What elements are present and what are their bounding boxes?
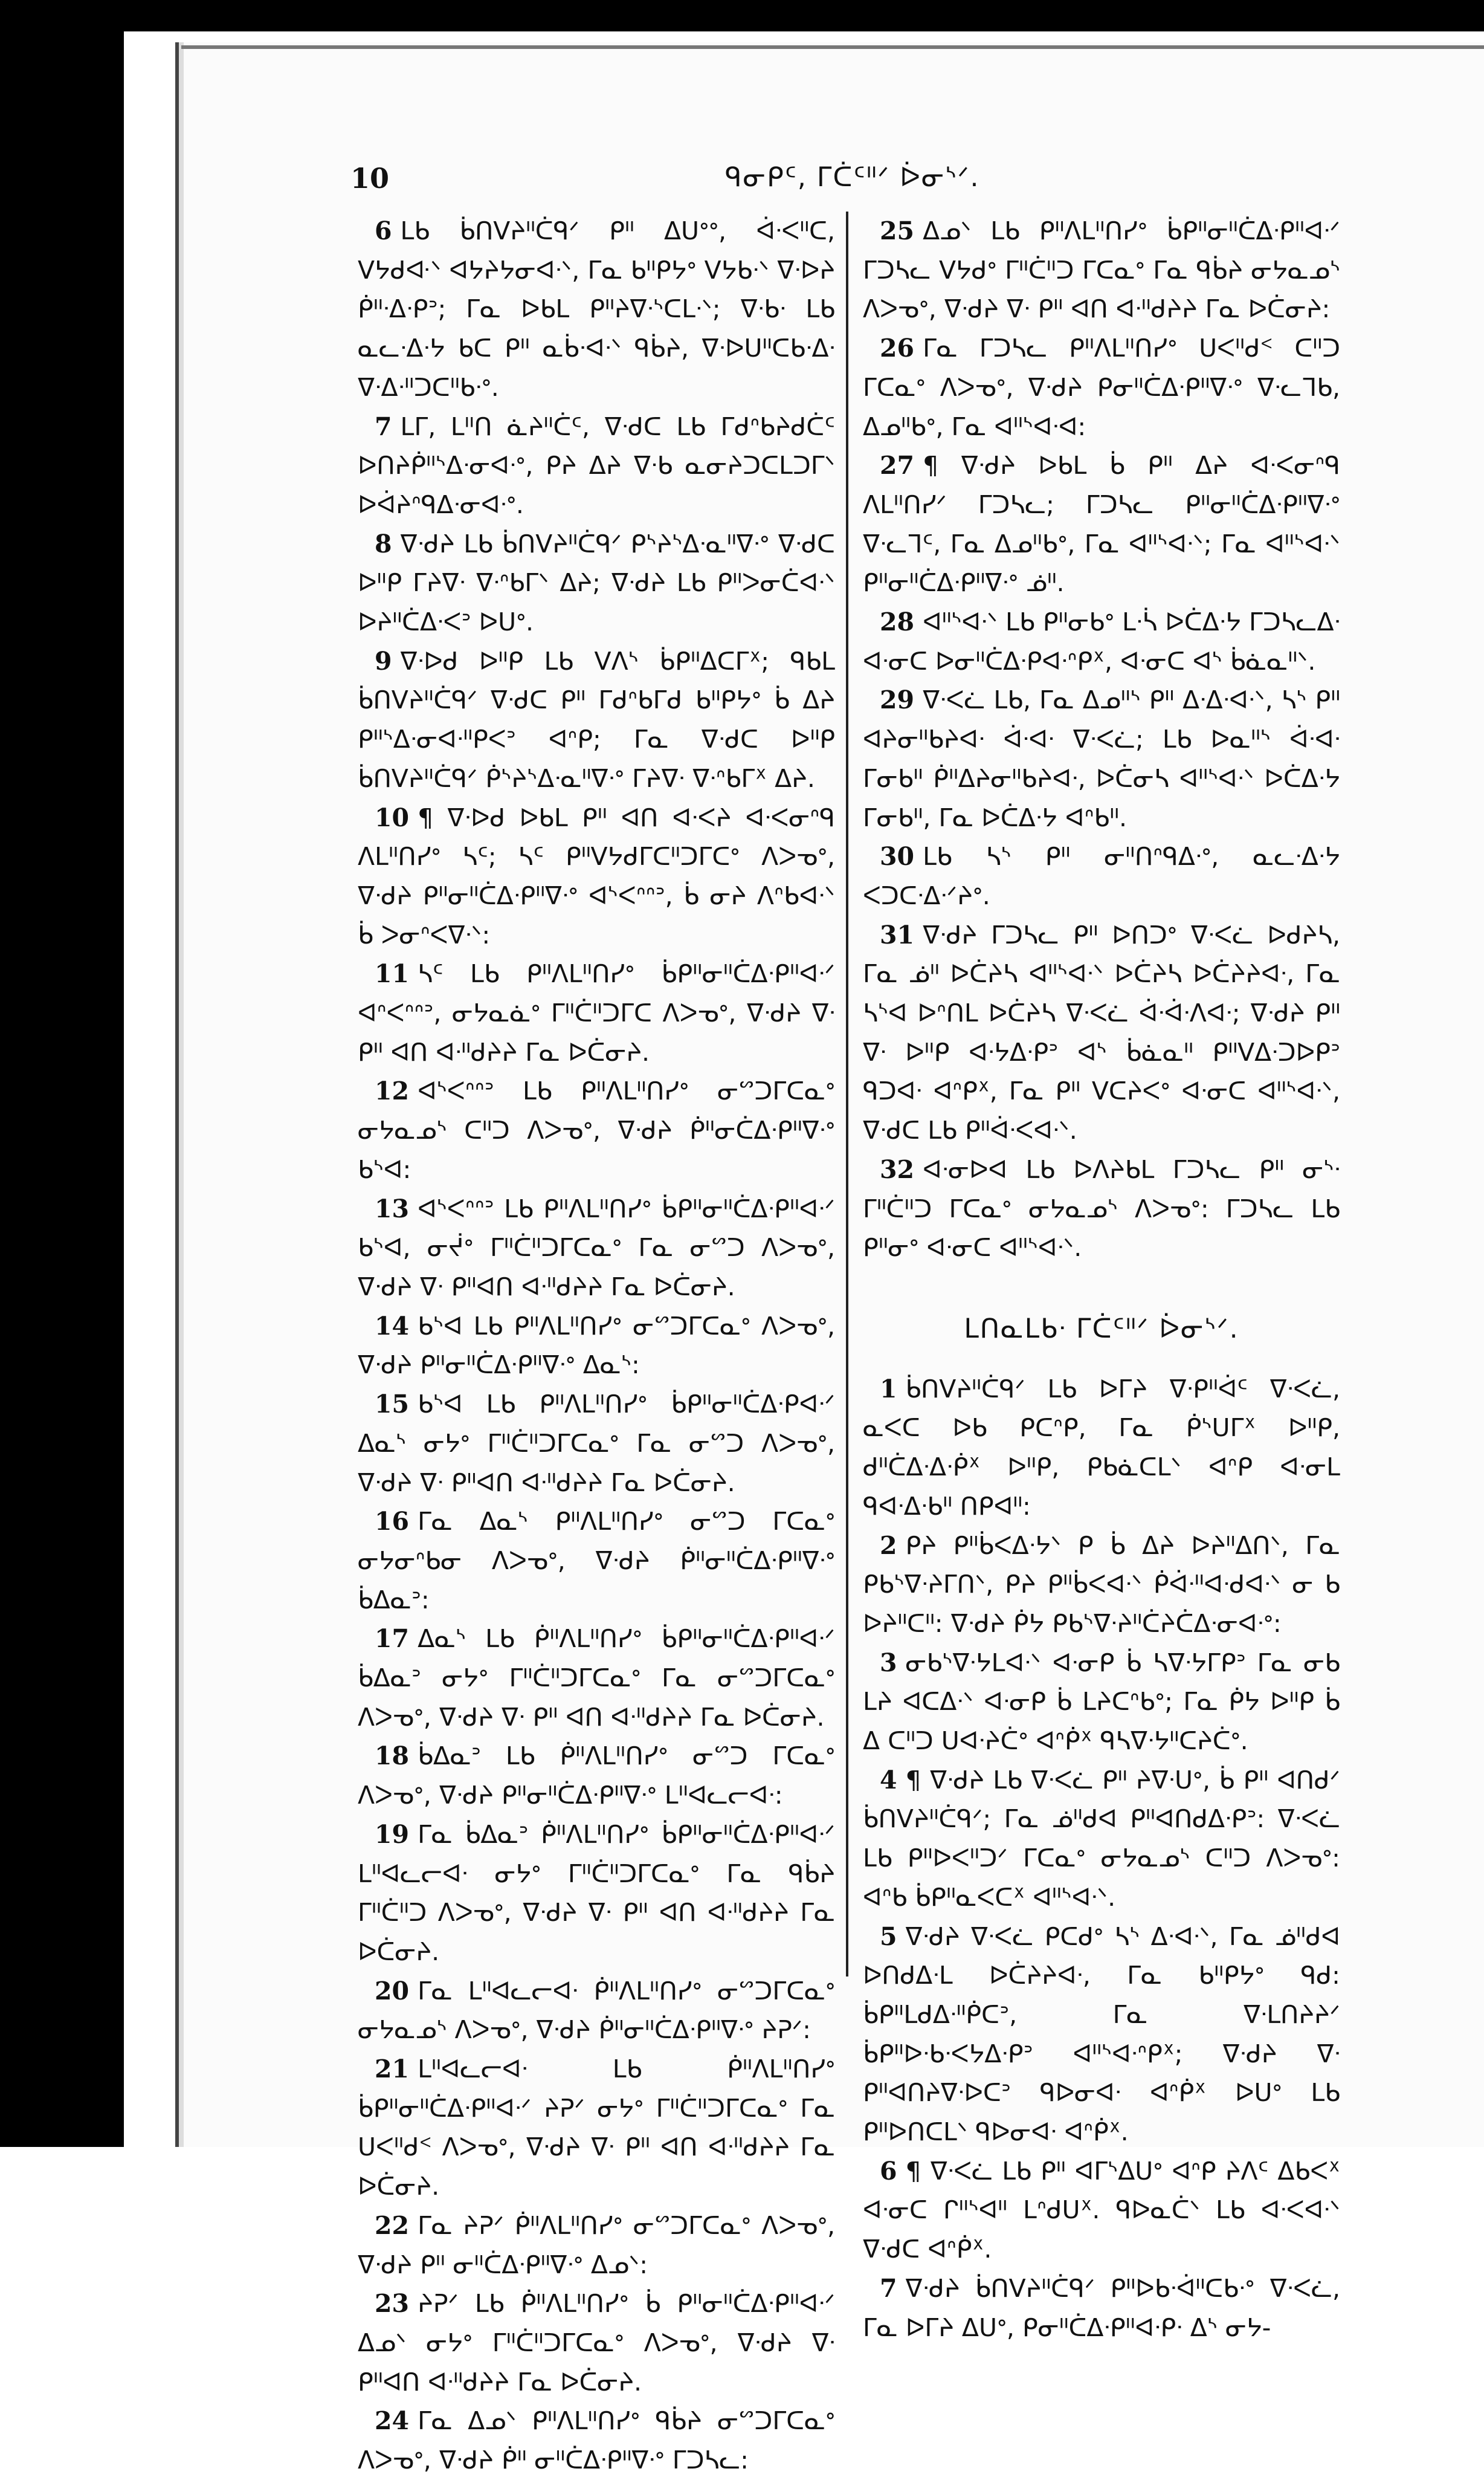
verse [358,1072,835,1189]
verse-number: 23 [375,2289,410,2319]
page-number: 10 [350,162,390,195]
verse-text: ᒪᒥ, ᒪᐦᑎ ᓈᔨᐦᑖᑦ, ᐁᐧᑯᑕ ᒪᑲ ᒥᑯᐢᑲᔨᑯᑖᑦ ᐅᑎᔨᑮᐦᔅᐃᐧᓂᐊᐧᐤ, ᑭᔨ ᐃᔨ ᐁᐧᑲ ᓇᓂᔨᑐᑕᒪᑐᒥᐠ ᐅᐋᔨᐢᑫᐃᐧᓂᐊᐧᐤ. [358,412,835,519]
verse-number: 15 [375,1390,410,1419]
verse [863,1917,1340,2152]
verse-number: 27 [880,451,915,481]
page-top-edge [181,45,1484,49]
verse [863,212,1340,329]
verse [358,525,835,642]
verse-number: 7 [880,2273,897,2303]
verse-text: ᓂᑲᔅᐁᐧᔭᒪᐊᐧᐠ ᐊᐧᓂᑭ ᑳ ᓴᐁᐧᔭᒥᑭᐣ ᒥᓇ ᓂᑲ ᒪᔨ ᐊᑕᐃᐧᐠ ᐊᐧᓂᑭ ᑳ ᒪᔨᑕᐢᑲᐤ; ᒥᓇ ᑮᔭ ᐅᐦᑭ ᑳ ᐃ ᑕᐦᑐ ᑌᐊᐧᔨᑖᐤ ᐊᐢᑮᕽ ᑫᓴᐁᐧᔭᐦᑕᔨᑖᐤ. [863,1648,1340,1756]
right-column-verses [863,212,1340,1268]
verse-text: ᒥᓇ ᐃᓄᐠ ᑭᐦᐱᒪᐦᑎᓯᐤ ᑫᑳᔨ ᓂᔥᑐᒥᑕᓇᐤ ᐱᐳᓀᐤ, ᐁᐧᑯᔨ ᑮᐦ ᓂᐦᑖᐃᐧᑭᐦᐁᐧᐤ ᒥᑐᓴᓚ: [358,2406,835,2475]
verse-number: 9 [375,646,392,676]
verse [358,2401,835,2479]
verse [358,407,835,525]
verse-text: ᐁᐧᐸᓛ ᒪᑲ, ᒥᓇ ᐃᓄᐦᔅ ᑭᐦ ᐃᐧᐃᐧᐊᐧᐠ, ᓴᔅ ᑭᐦ ᐊᔨᓂᐦᑲᔨᐊᐧ ᐋᐧᐊᐧ ᐁᐧᐸᓛ; ᒪᑲ ᐅᓇᐦᔅ ᐋᐧᐊᐧ ᒥᓂᑲᐦ ᑮᐦᐃᔨᓂᐦᑲᔨᐊᐧ, ᐅᑖᓂᓴ ᐊᐦᔅᐊᐧᐠ ᐅᑖᐃᐧᔭ ᒥᓂᑲᐦ, ᒥᓇ ᐅᑖᐃᐧᔭ ᐊᐢᑲᐦ. [863,685,1340,832]
verse-number: 10 [375,803,410,832]
verse-number: 19 [375,1819,410,1849]
verse-number: 14 [375,1311,410,1341]
verse [358,1385,835,1502]
verse [358,1190,835,1307]
verse [863,1150,1340,1268]
verse [358,1737,835,1815]
verse-number: 3 [880,1648,897,1677]
verse-text: ᐊᐧᓂᐅᐊ ᒪᑲ ᐅᐱᔨᑲᒪ ᒥᑐᓴᓚ ᑭᐦ ᓂᔅᐧ ᒥᐦᑖᐦᑐ ᒥᑕᓇᐤ ᓂᔭᓇᓄᔅ ᐱᐳᓀᐤ: ᒥᑐᓴᓚ ᒪᑲ ᑭᐦᓂᐤ ᐊᐧᓂᑕ ᐊᐦᔅᐊᐧᐠ. [863,1154,1340,1263]
verse-number: 32 [880,1154,915,1184]
right-column-chapter-verses [863,1370,1340,2348]
verse-text: ᒥᓇ ᐃᓇᔅ ᑭᐦᐱᒪᐦᑎᓯᐤ ᓂᔥᑐ ᒥᑕᓇᐤ ᓂᔭᓂᐢᑲᓂ ᐱᐳᓀᐤ, ᐁᐧᑯᔨ ᑮᐦᓂᐦᑖᐃᐧᑭᐦᐁᐧᐤ ᑳᐃᓇᐣ: [358,1507,835,1614]
verse-number: 11 [375,959,410,989]
verse-text: ¶ ᐁᐧᐅᑯ ᐅᑲᒪ ᑭᐦ ᐊᑎ ᐊᐧᐸᔨ ᐊᐧᐸᓂᐢᑫ ᐱᒪᐦᑎᓯᐤ ᓴᑦ; ᓴᑦ ᑭᐦᐯᔭᑯᒥᑕᐦᑐᒥᑕᐤ ᐱᐳᓀᐤ, ᐁᐧᑯᔨ ᑭᐦᓂᐦᑖᐃᐧᑭᐦᐁᐧᐤ ᐊᔅᐸᐢᐢᐣ, ᑳ ᓂᔨ ᐱᐢᑲᐊᐧᐠ ᑳ ᐳᓂᐢᐸᐁᐧᐠ: [358,803,835,950]
verse-text: ¶ ᐁᐧᑯᔨ ᐅᑲᒪ ᑳ ᑭᐦ ᐃᔨ ᐊᐧᐸᓂᐢᑫ ᐱᒪᐦᑎᓯᐟ ᒥᑐᓴᓚ; ᒥᑐᓴᓚ ᑭᐦᓂᐦᑖᐃᐧᑭᐦᐁᐧᐤ ᐁᐧᓚᒣᑦ, ᒥᓇ ᐃᓄᐦᑲᐤ, ᒥᓇ ᐊᐦᔅᐊᐧᐠ; ᒥᓇ ᐊᐦᔅᐊᐧᐠ ᑭᐦᓂᐦᑖᐃᐧᑭᐦᐁᐧᐤ ᓅᐦ. [863,451,1340,598]
verse-number: 2 [880,1530,897,1560]
verse-text: ᐃᓇᔅ ᒪᑲ ᑮᐦᐱᒪᐦᑎᓯᐤ ᑳᑭᐦᓂᐦᑖᐃᐧᑭᐦᐊᐧᐟ ᑳᐃᓇᐣ ᓂᔭᐤ ᒥᐦᑖᐦᑐᒥᑕᓇᐤ ᒥᓇ ᓂᔥᑐᒥᑕᓇᐤ ᐱᐳᓀᐤ, ᐁᐧᑯᔨ ᐁᐧ ᑭᐦ ᐊᑎ ᐊᐧᐦᑯᔨᔨ ᒥᓇ ᐅᑖᓂᔨ. [358,1624,835,1732]
verse [358,2206,835,2284]
verse-text: ᑲᔅᐊ ᒪᑲ ᑭᐦᐱᒪᐦᑎᓯᐤ ᓂᔥᑐᒥᑕᓇᐤ ᐱᐳᓀᐤ, ᐁᐧᑯᔨ ᑭᐦᓂᐦᑖᐃᐧᑭᐦᐁᐧᐤ ᐃᓇᔅ: [358,1311,835,1380]
verse [358,798,835,955]
verse-text: ᒥᓇ ᒥᑐᓴᓚ ᑭᐦᐱᒪᐦᑎᓯᐤ ᑌᐸᐦᑯᑉ ᑕᐦᑐ ᒥᑕᓇᐤ ᐱᐳᓀᐤ, ᐁᐧᑯᔨ ᑭᓂᐦᑖᐃᐧᑭᐦᐁᐧᐤ ᐁᐧᓚᒣᑲ, ᐃᓄᐦᑲᐤ, ᒥᓇ ᐊᐦᔅᐊᐧᐊ: [863,334,1340,441]
verse-text: ᒥᓇ ᒪᐦᐊᓚᓕᐊᐧ ᑮᐦᐱᒪᐦᑎᓯᐤ ᓂᔥᑐᒥᑕᓇᐤ ᓂᔭᓇᓄᔅ ᐱᐳᓀᐤ, ᐁᐧᑯᔨ ᑮᐦᓂᐦᑖᐃᐧᑭᐦᐁᐧᐤ ᔨᕈᐟ: [358,1976,835,2045]
verse-text: ᒥᓇ ᑳᐃᓇᐣ ᑮᐦᐱᒪᐦᑎᓯᐤ ᑳᑭᐦᓂᐦᑖᐃᐧᑭᐦᐊᐧᐟ ᒪᐦᐊᓚᓕᐊᐧ ᓂᔭᐤ ᒥᐦᑖᐦᑐᒥᑕᓇᐤ ᒥᓇ ᑫᑳᔨ ᒥᐦᑖᐦᑐ ᐱᐳᓀᐤ, ᐁᐧᑯᔨ ᐁᐧ ᑭᐦ ᐊᑎ ᐊᐧᐦᑯᔨᔨ ᒥᓇ ᐅᑖᓂᔨ. [358,1819,835,1966]
verse-number: 26 [880,334,915,363]
verse-number: 7 [375,412,392,441]
verse-number: 8 [375,529,392,558]
verse-text: ᓴᑦ ᒪᑲ ᑭᐦᐱᒪᐦᑎᓯᐤ ᑳᑭᐦᓂᐦᑖᐃᐧᑭᐦᐊᐧᐟ ᐊᐢᐸᐢᐢᐣ, ᓂᔭᓇᓈᐤ ᒥᐦᑖᐦᑐᒥᑕ ᐱᐳᓀᐤ, ᐁᐧᑯᔨ ᐁᐧ ᑭᐦ ᐊᑎ ᐊᐧᐦᑯᔨᔨ ᒥᓇ ᐅᑖᓂᔨ. [358,959,835,1067]
section-title: ᒪᑎᓇᒪᑲᐧ ᒥᑖᑦᐦᐟ ᐆᓂᔅᐟ. [964,1313,1239,1344]
verse-text: ᒪᑲ ᓴᔅ ᑭᐦ ᓂᐦᑎᐢᑫᐃᐧᐤ, ᓇᓚᐧᐃᐧᔭ ᐸᑐᑕᐧᐃᐧᐟᔨᐤ. [863,842,1340,910]
verse-text: ᑳᐃᓇᐣ ᒪᑲ ᑮᐦᐱᒪᐦᑎᓯᐤ ᓂᔥᑐ ᒥᑕᓇᐤ ᐱᐳᓀᐤ, ᐁᐧᑯᔨ ᑭᐦᓂᐦᑖᐃᐧᑭᐦᐁᐧᐤ ᒪᐦᐊᓚᓕᐊᐧ: [358,1741,835,1810]
verse [358,1815,835,1972]
column-divider [846,212,848,1977]
verse-number: 17 [375,1624,410,1654]
verse-number: 21 [375,2054,410,2084]
verse [863,1526,1340,1643]
left-column [358,212,835,2480]
verse [358,212,835,407]
verse-number: 4 [880,1765,897,1795]
verse-number: 12 [375,1077,410,1106]
verse [358,642,835,798]
scan-border-top [0,0,1484,31]
verse-number: 29 [880,685,915,715]
verse [358,1619,835,1737]
verse-text: ᔨᕈᐟ ᒪᑲ ᑮᐦᐱᒪᐦᑎᓯᐤ ᑳ ᑭᐦᓂᐦᑖᐃᐧᑭᐦᐊᐧᐟ ᐃᓄᐠ ᓂᔭᐤ ᒥᐦᑖᐦᑐᒥᑕᓇᐤ ᐱᐳᓀᐤ, ᐁᐧᑯᔨ ᐁᐧ ᑭᐦᐊᑎ ᐊᐧᐦᑯᔨᔨ ᒥᓇ ᐅᑖᓂᔨ. [358,2289,835,2397]
verse-number: 24 [375,2406,410,2436]
verse-text: ᐁᐧᑯᔨ ᐁᐧᐸᓛ ᑭᑕᑯᐤ ᓴᔅ ᐃᐧᐊᐧᐠ, ᒥᓇ ᓅᐦᑯᐊ ᐅᑎᑯᐃᐧᒪ ᐅᑖᔨᔨᐊᐧ, ᒥᓇ ᑲᐦᑭᔭᐤ ᑫᑯ: ᑳᑭᐦᒪᑯᐃᐧᐦᑮᑕᐣ, ᒥᓇ ᐁᐧᒪᑎᔨᔨᐟ ᑳᑭᐦᐅᐧᑲᐧᐸᔭᐃᐧᑭᐣ ᐊᐦᔅᐊᐧᐢᑭᕽ; ᐁᐧᑯᔨ ᐁᐧ ᑭᐦᐊᑎᔨᐁᐧᐅᑕᐣ ᑫᐅᓂᐊᐧ ᐊᐢᑮᕽ ᐅᑌᐤ ᒪᑲ ᑭᐦᐅᑎᑕᒪᐠ ᑫᐅᓂᐊᐧ ᐊᐢᑮᕽ. [863,1922,1340,2147]
verse-number: 25 [880,216,915,245]
verse-number: 6 [880,2156,897,2186]
verse-text: ᐊᐦᔅᐊᐧᐠ ᒪᑲ ᑭᐦᓂᑲᐤ ᒪᐧᓵ ᐅᑖᐃᐧᔭ ᒥᑐᓴᓚᐃᐧ ᐊᐧᓂᑕ ᐅᓂᐦᑖᐃᐧᑭᐊᐧᐢᑭᕽ, ᐊᐧᓂᑕ ᐊᔅ ᑳᓈᓇᐦᐠ. [863,607,1340,676]
verse-text: ᐊᔅᐸᐢᐢᐣ ᒪᑲ ᑭᐦᐱᒪᐦᑎᓯᐤ ᓂᔥᑐᒥᑕᓇᐤ ᓂᔭᓇᓄᔅ ᑕᐦᑐ ᐱᐳᓀᐤ, ᐁᐧᑯᔨ ᑮᐦᓂᑖᐃᐧᑭᐦᐁᐧᐤ ᑲᔅᐊ: [358,1077,835,1184]
verse [863,1370,1340,1526]
verse-text: ᐁᐧᑯᔨ ᒪᑲ ᑳᑎᐯᔨᐦᑖᑫᐟ ᑭᔅᔨᔅᐃᐧᓇᐦᐁᐧᐤ ᐁᐧᑯᑕ ᐅᐦᑭ ᒥᔨᐁᐧ ᐁᐧᐢᑲᒥᐠ ᐃᔨ; ᐁᐧᑯᔨ ᒪᑲ ᑭᐦᐳᓂᑖᐊᐧᐠ ᐅᔨᐦᑖᐃᐧᐸᐣ ᐅᑌᐤ. [358,529,835,637]
verse [358,1307,835,1385]
verse [863,837,1340,915]
verse [863,603,1340,681]
running-head: ᑫᓂᑭᑦ, ᒥᑖᑦᐦᐟ ᐆᓂᔅᐟ. [725,162,980,193]
page-header [350,162,1347,204]
verse-text: ᑲᔅᐊ ᒪᑲ ᑭᐦᐱᒪᐦᑎᓯᐤ ᑳᑭᐦᓂᐦᑖᐃᐧᑭᐊᐧᐟ ᐃᓇᔅ ᓂᔭᐤ ᒥᐦᑖᐦᑐᒥᑕᓇᐤ ᒥᓇ ᓂᔥᑐ ᐱᐳᓀᐤ, ᐁᐧᑯᔨ ᐁᐧ ᑭᐦᐊᑎ ᐊᐧᐦᑯᔨᔨ ᒥᓇ ᐅᑖᓂᔨ. [358,1390,835,1497]
verse-number: 28 [880,607,915,637]
verse-number: 20 [375,1976,410,2006]
verse-text: ᑳᑎᐯᔨᐦᑖᑫᐟ ᒪᑲ ᐅᒥᔨ ᐁᐧᑭᐦᐋᑦ ᐁᐧᐸᓛ, ᓇᐸᑕ ᐅᑲ ᑭᑕᐢᑭ, ᒥᓇ ᑮᔅᑌᒥᕽ ᐅᐦᑭ, ᑯᐦᑖᐃᐧᐃᐧᑮᕽ ᐅᐦᑭ, ᑭᑲᓈᑕᒪᐠ ᐊᐢᑭ ᐊᐧᓂᒪ ᑫᐊᐧᐃᐧᑲᐦ ᑎᑭᐊᐦ: [863,1374,1340,1521]
verse [358,2050,835,2206]
verse-text: ᐊᔅᐸᐢᐢᐣ ᒪᑲ ᑭᐦᐱᒪᐦᑎᓯᐤ ᑳᑭᐦᓂᐦᑖᐃᐧᑭᐦᐊᐧᐟ ᑲᔅᐊ, ᓂᔫᐤ ᒥᐦᑖᐦᑐᒥᑕᓇᐤ ᒥᓇ ᓂᔥᑐ ᐱᐳᓀᐤ, ᐁᐧᑯᔨ ᐁᐧ ᑭᐦᐊᑎ ᐊᐧᐦᑯᔨᔨ ᒥᓇ ᐅᑖᓂᔨ. [358,1194,835,1301]
verse [863,1761,1340,1917]
verse-number: 13 [375,1194,410,1223]
verse [863,2269,1340,2347]
verse-text: ᐁᐧᑯᔨ ᒥᑐᓴᓚ ᑭᐦ ᐅᑎᑐᐤ ᐁᐧᐸᓛ ᐅᑯᔨᓴ, ᒥᓇ ᓅᐦ ᐅᑖᔨᓴ ᐊᐦᔅᐊᐧᐠ ᐅᑖᔨᓴ ᐅᑖᔨᔨᐊᐧ, ᒥᓇ ᓴᔅᐊ ᐅᐢᑎᒪ ᐅᑖᔨᓴ ᐁᐧᐸᓛ ᐋᐧᐋᐧᐱᐊᐧ; ᐁᐧᑯᔨ ᑭᐦ ᐁᐧ ᐅᐦᑭ ᐊᐧᔭᐃᐧᑭᐣ ᐊᔅ ᑳᓈᓇᐦ ᑭᐦᐯᐃᐧᑐᐅᑭᐣ ᑫᑐᐊᐧ ᐊᐢᑭᕽ, ᒥᓇ ᑭᐦ ᐯᑕᔨᐸᐤ ᐊᐧᓂᑕ ᐊᐦᔅᐊᐧᐠ, ᐁᐧᑯᑕ ᒪᑲ ᑭᐦᐋᐧᐸᐊᐧᐠ. [863,920,1340,1145]
right-column [863,212,1340,2347]
verse-text: ᑭᔨ ᑭᐦᑳᐸᐃᐧᔭᐠ ᑭ ᑳ ᐃᔨ ᐅᔨᐦᐃᑎᐠ, ᒥᓇ ᑭᑲᔅᐁᐧᔨᒥᑎᐠ, ᑭᔨ ᑭᐦᑳᐸᐊᐧᐠ ᑮᐋᐧᐦᐊᐧᑯᐊᐧᐠ ᓂ ᑲ ᐅᔨᐦᑕᐦ: ᐁᐧᑯᔨ ᑮᔭ ᑭᑲᔅᐁᐧᔨᐦᑖᔨᑖᐃᐧᓂᐊᐧᐤ: [863,1530,1340,1638]
scan-border-left [0,0,124,2147]
verse [863,916,1340,1150]
verse-number: 31 [880,920,915,950]
verse [358,1972,835,2050]
verse-number: 16 [375,1507,410,1536]
verse-text: ᐁᐧᐅᑯ ᐅᐦᑭ ᒪᑲ ᐯᐱᔅ ᑳᑭᐦᐃᑕᒥᕽ; ᑫᑲᒪ ᑳᑎᐯᔨᐦᑖᑫᐟ ᐁᐧᑯᑕ ᑭᐦ ᒥᑯᐢᑲᒥᑯ ᑲᐦᑭᔭᐤ ᑳ ᐃᔨ ᑭᐦᔅᐃᐧᓂᐊᐧᐦᑭᐸᐣ ᐊᐢᑭ; ᒥᓇ ᐁᐧᑯᑕ ᐅᐦᑭ ᑳᑎᐯᔨᐦᑖᑫᐟ ᑮᔅᔨᔅᐃᐧᓇᐦᐁᐧᐤ ᒥᔨᐁᐧ ᐁᐧᐢᑲᒥᕽ ᐃᔨ. [358,646,835,793]
verse [358,2284,835,2401]
verse-text: ᒥᓇ ᔨᕈᐟ ᑮᐦᐱᒪᐦᑎᓯᐤ ᓂᔥᑐᒥᑕᓇᐤ ᐱᐳᓀᐤ, ᐁᐧᑯᔨ ᑭᐦ ᓂᐦᑖᐃᐧᑭᐦᐁᐧᐤ ᐃᓄᐠ: [358,2210,835,2279]
verse-number: 22 [375,2210,410,2240]
verse-number: 18 [375,1741,410,1771]
verse-number: 6 [375,216,392,245]
verse-text: ᐁᐧᑯᔨ ᑳᑎᐯᔨᐦᑖᑫᐟ ᑭᐦᐅᑲᐧᐋᐦᑕᑲᐧᐤ ᐁᐧᐸᓛ, ᒥᓇ ᐅᒥᔨ ᐃᑌᐤ, ᑭᓂᐦᑖᐃᐧᑭᐦᐊᐧᑭᐧ ᐃᔅ ᓂᔭ- [863,2273,1340,2342]
verse [358,1502,835,1619]
verse-text: ᒪᐦᐊᓚᓕᐊᐧ ᒪᑲ ᑮᐦᐱᒪᐦᑎᓯᐤ ᑳᑭᐦᓂᐦᑖᐃᐧᑭᐦᐊᐧᐟ ᔨᕈᐟ ᓂᔭᐤ ᒥᐦᑖᐦᑐᒥᑕᓇᐤ ᒥᓇ ᑌᐸᐦᑯᑉ ᐱᐳᓀᐤ, ᐁᐧᑯᔨ ᐁᐧ ᑭᐦ ᐊᑎ ᐊᐧᐦᑯᔨᔨ ᒥᓇ ᐅᑖᓂᔨ. [358,2054,835,2201]
verse-number: 5 [880,1922,897,1951]
verse-text: ᒪᑲ ᑳᑎᐯᔨᐦᑖᑫᐟ ᑭᐦ ᐃᑌᐤᐤ, ᐋᐧᐸᐦᑕ, ᐯᔭᑯᐘᐠ ᐊᔭᔨᔭᓂᐊᐧᐠ, ᒥᓇ ᑲᐦᑭᔭᐤ ᐯᔭᑲᐧᐠ ᐁᐧᐅᔨ ᑮᐦᐧᐃᐧᑭᐣ; ᒥᓇ ᐅᑲᒪ ᑭᐦᔨᐁᐧᔅᑕᒪᐧᐠ; ᐁᐧᑲᐧ ᒪᑲ ᓇᓚᐧᐃᐧᔭ ᑲᑕ ᑭᐦ ᓇᑳᐧᐊᐧᐠ ᑫᑳᔨ, ᐁᐧᐅᑌᐦᑕᑲᐧᐃᐧ ᐁᐧᐃᐧᐦᑐᑕᐦᑲᐧᐤ. [358,216,835,402]
verse [863,2152,1340,2269]
verse [863,446,1340,603]
verse-text: ¶ ᐁᐧᑯᔨ ᒪᑲ ᐁᐧᐸᓛ ᑭᐦ ᔨᐁᐧᑌᐤ, ᑳ ᑭᐦ ᐊᑎᑯᐟ ᑳᑎᐯᔨᐦᑖᑫᐟ; ᒥᓇ ᓅᐦᑯᐊ ᑭᐦᐊᑎᑯᐃᐧᑭᐣ: ᐁᐧᐸᓛ ᒪᑲ ᑭᐦᐅᐸᐦᑐᐟ ᒥᑕᓇᐤ ᓂᔭᓇᓄᔅ ᑕᐦᑐ ᐱᐳᓀᐤ: ᐊᐢᑲ ᑳᑭᐦᓇᐸᑕᕽ ᐊᐦᔅᐊᐧᐠ. [863,1765,1340,1912]
verse [863,1643,1340,1761]
verse [863,681,1340,837]
verse-text: ¶ ᐁᐧᐸᓛ ᒪᑲ ᑭᐦ ᐊᒥᔅᐃᑌᐤ ᐊᐢᑭ ᔨᐱᑦ ᐃᑲᐸᕽ ᐊᐧᓂᑕ ᒋᐦᔅᐊᐦ ᒪᐢᑯᑌᕽ. ᑫᐅᓇᑖᐠ ᒪᑲ ᐊᐧᐸᐊᐧᐠ ᐁᐧᑯᑕ ᐊᐢᑮᕽ. [863,2156,1340,2264]
verse-text: ᐃᓄᐠ ᒪᑲ ᑭᐦᐱᒪᐦᑎᓯᐤ ᑳᑭᐦᓂᐦᑖᐃᐧᑭᐦᐊᐧᐟ ᒥᑐᓴᓚ ᐯᔭᑯᐤ ᒥᐦᑖᐦᑐ ᒥᑕᓇᐤ ᒥᓇ ᑫᑳᔨ ᓂᔭᓇᓄᔅ ᐱᐳᓀᐤ, ᐁᐧᑯᔨ ᐁᐧ ᑭᐦ ᐊᑎ ᐊᐧᐦᑯᔨᔨ ᒥᓇ ᐅᑖᓂᔨ: [863,216,1340,324]
verse [358,954,835,1072]
verse [863,329,1340,446]
verse-number: 30 [880,842,915,872]
verse-number: 1 [880,1374,897,1403]
